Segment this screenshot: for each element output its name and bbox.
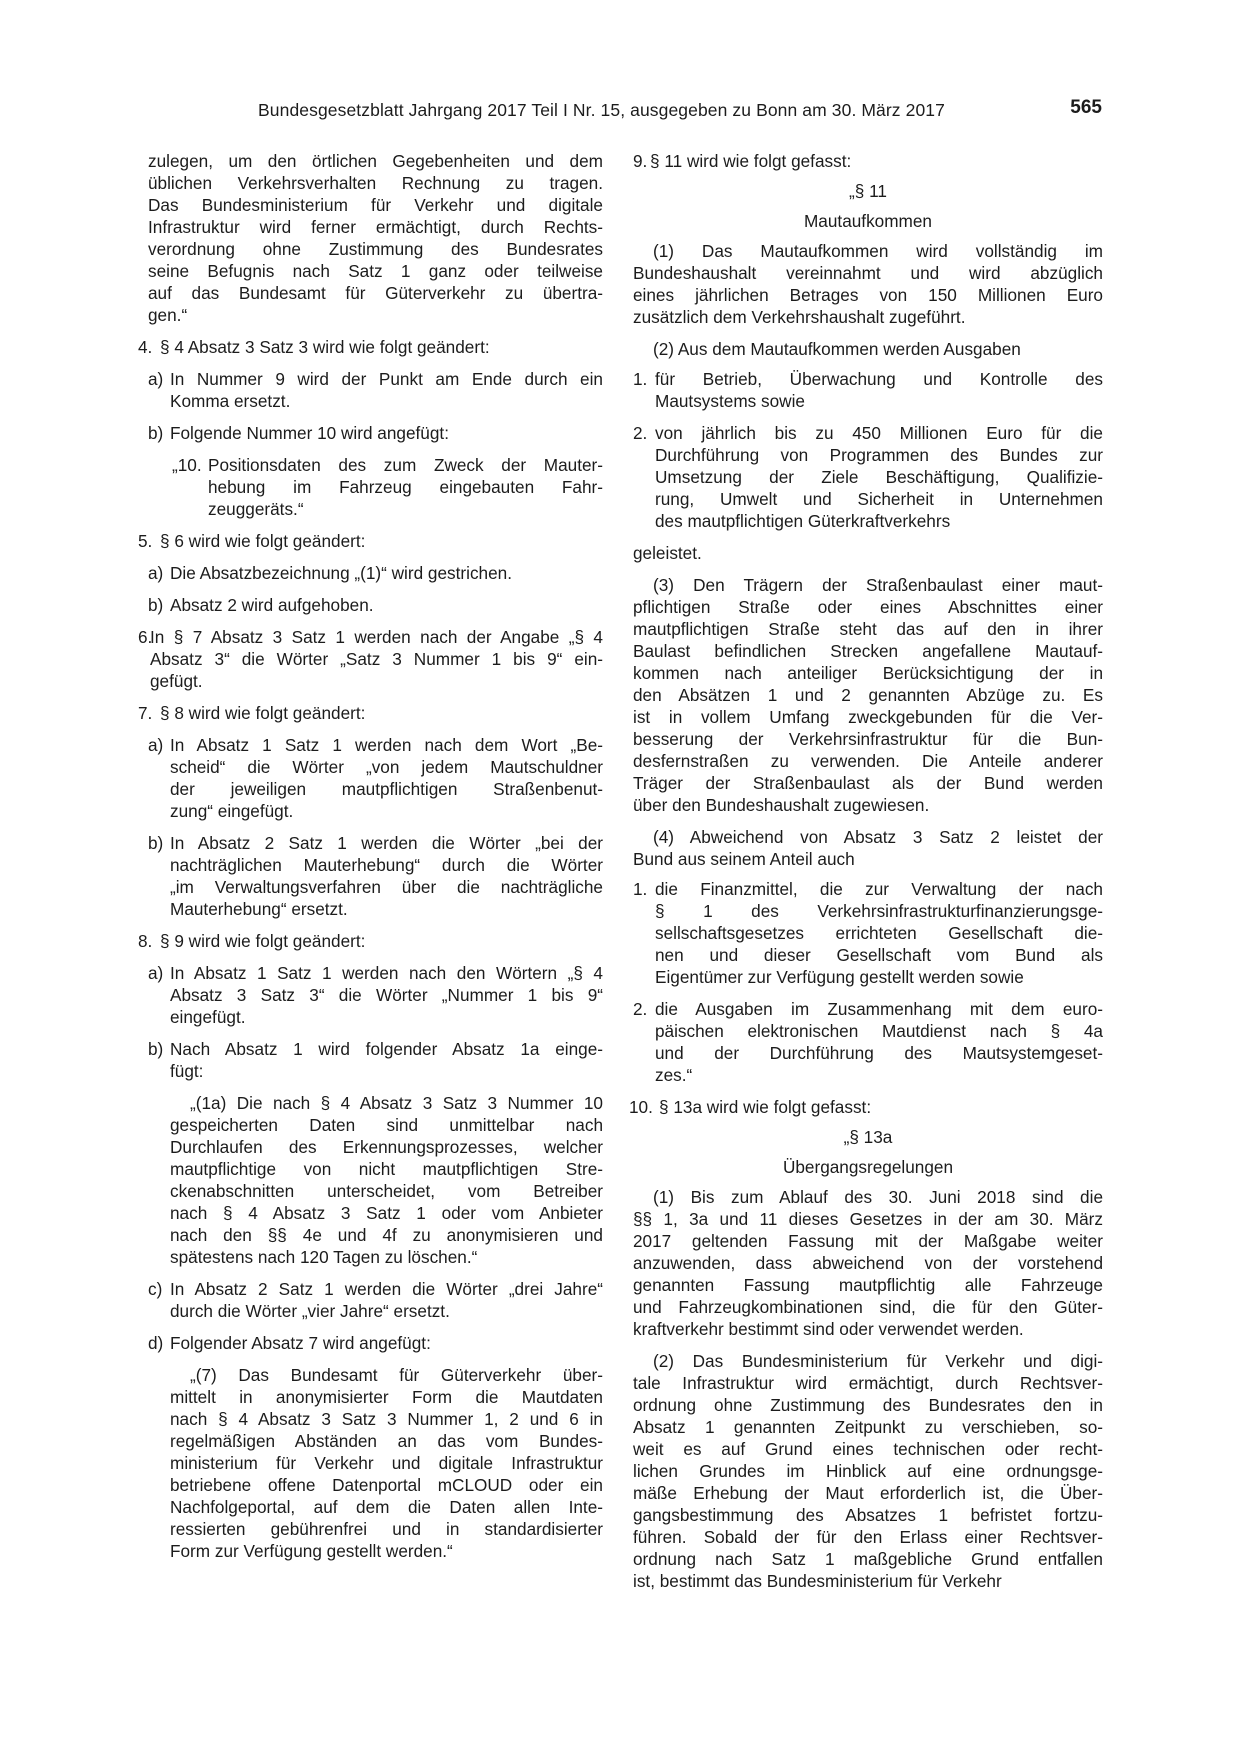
section-11-paragraph-1-line: (1) Das Mautaufkommen wird vollständig im	[653, 241, 1103, 261]
section-11-paragraph-2	[633, 338, 1103, 360]
quoted-number-10-line: zeuggeräts.“	[208, 499, 304, 519]
left-column	[138, 150, 603, 1562]
quoted-paragraph-1a-line: gespeicherten Daten sind unmittelbar nach	[170, 1115, 603, 1135]
continuation-paragraph-line: gen.“	[148, 305, 188, 325]
sub-item-8b	[148, 1038, 603, 1082]
continuation-paragraph-line: auf das Bundesamt für Güterverkehr zu übertra-	[148, 283, 603, 303]
quoted-paragraph-7-line: regelmäßigen Abständen an das vom Bundes-	[170, 1431, 603, 1451]
section-11-paragraph-3-line: ist in vollem Umfang zweckgebunden für die Ver-	[633, 707, 1103, 727]
amendment-item-6-line: gefügt.	[150, 671, 203, 691]
sub-item-8d-number: d)	[148, 1333, 164, 1353]
section-11-paragraph-1-line: eines jährlichen Betrages von 150 Millionen Euro	[633, 285, 1103, 305]
section-11-paragraph-3-line: kommen nach anteiliger Berücksichtigung der in	[633, 663, 1103, 683]
sub-item-8b-number: b)	[148, 1039, 164, 1059]
sub-item-4b-number: b)	[148, 423, 164, 443]
quoted-paragraph-7-line: mittelt in anonymisierter Form die Mautdaten	[170, 1387, 603, 1407]
sub-item-8c-line: durch die Wörter „vier Jahre“ ersetzt.	[170, 1301, 450, 1321]
sub-item-5a	[148, 562, 603, 584]
header-title: Bundesgesetzblatt Jahrgang 2017 Teil I Nr. 15, ausgegeben zu Bonn am 30. März 2017	[258, 100, 945, 120]
amendment-item-5-text: § 6 wird wie folgt geändert:	[160, 531, 366, 551]
section-13a-paragraph-1-line: und Fahrzeugkombinationen sind, die für den Güter-	[633, 1297, 1103, 1317]
section-13a-paragraph-2-line: mäße Erhebung der Maut erforderlich ist, die Über-	[633, 1483, 1103, 1503]
sub-item-7b-number: b)	[148, 833, 164, 853]
section-11-p4-item-2-line: päischen elektronischen Mautdienst nach § 4a	[655, 1021, 1103, 1041]
quoted-paragraph-1a-line: „(1a) Die nach § 4 Absatz 3 Satz 3 Nummer 10	[190, 1093, 603, 1113]
section-11-paragraph-1	[633, 240, 1103, 328]
quoted-paragraph-1a-line: nach § 4 Absatz 3 Satz 1 oder vom Anbieter	[170, 1203, 603, 1223]
sub-item-7b-line: nachträglichen Mauterhebung“ durch die Wörter	[170, 855, 603, 875]
amendment-item-9-number: 9.	[633, 151, 648, 171]
section-11-p4-item-2-line: zes.“	[655, 1065, 693, 1085]
section-13a-paragraph-1-line: genannten Fassung mautpflichtig alle Fahrzeuge	[633, 1275, 1103, 1295]
amendment-item-6-line: Absatz 3“ die Wörter „Satz 3 Nummer 1 bis 9“ ein-	[150, 649, 603, 669]
amendment-item-4	[138, 336, 603, 358]
section-11-p2-end-text: geleistet.	[633, 543, 702, 563]
sub-item-8a-line: In Absatz 1 Satz 1 werden nach den Wörtern „§ 4	[170, 963, 603, 983]
section-11-p4-item-1	[633, 878, 1103, 988]
amendment-item-10-text: § 13a wird wie folgt gefasst:	[659, 1097, 872, 1117]
section-11-p2-item-2-line: des mautpflichtigen Güterkraftverkehrs	[655, 511, 951, 531]
section-13a-title-text: Übergangsregelungen	[782, 1157, 954, 1177]
sub-item-4a-number: a)	[148, 369, 164, 389]
sub-item-7a-line: scheid“ die Wörter „von jedem Mautschuldner	[170, 757, 603, 777]
section-11-heading-text: „§ 11	[849, 181, 887, 201]
amendment-item-10-number: 10.	[629, 1097, 653, 1117]
sub-item-4a-line: Komma ersetzt.	[170, 391, 291, 411]
section-11-p4-item-2-line: die Ausgaben im Zusammenhang mit dem euro-	[655, 999, 1103, 1019]
quoted-paragraph-7-line: ressierten gebührenfrei und in standardisierter	[170, 1519, 603, 1539]
section-13a-title	[633, 1156, 1103, 1178]
amendment-item-9	[633, 150, 1103, 172]
quoted-paragraph-1a-line: Durchlaufen des Erkennungsprozesses, welcher	[170, 1137, 603, 1157]
sub-item-8a-line: eingefügt.	[170, 1007, 246, 1027]
continuation-paragraph	[148, 150, 603, 326]
quoted-paragraph-7-line: ministerium für Verkehr und digitale Infrastruktur	[170, 1453, 603, 1473]
continuation-paragraph-line: Das Bundesministerium für Verkehr und digitale	[148, 195, 603, 215]
section-13a-paragraph-2	[633, 1350, 1103, 1592]
amendment-item-7	[138, 702, 603, 724]
sub-item-7b	[148, 832, 603, 920]
section-13a-paragraph-2-line: ist, bestimmt das Bundesministerium für Verkehr	[633, 1571, 1002, 1591]
page-number: 565	[1070, 97, 1102, 118]
section-11-p2-item-1	[633, 368, 1103, 412]
quoted-number-10	[172, 454, 603, 520]
continuation-paragraph-line: zulegen, um den örtlichen Gegebenheiten und dem	[148, 151, 603, 171]
section-11-paragraph-3-line: pflichtigen Straße oder eines Abschnittes einer	[633, 597, 1103, 617]
section-13a-paragraph-1-line: (1) Bis zum Ablauf des 30. Juni 2018 sind die	[653, 1187, 1103, 1207]
sub-item-4b	[148, 422, 603, 444]
sub-item-7a-number: a)	[148, 735, 164, 755]
section-11-paragraph-4	[633, 826, 1103, 870]
section-13a-paragraph-1-line: §§ 1, 3a und 11 dieses Gesetzes in der am 30. März	[633, 1209, 1103, 1229]
amendment-item-7-text: § 8 wird wie folgt geändert:	[160, 703, 366, 723]
continuation-paragraph-line: üblichen Verkehrsverhalten Rechnung zu tragen.	[148, 173, 603, 193]
quoted-paragraph-1a-line: spätestens nach 120 Tagen zu löschen.“	[170, 1247, 478, 1267]
quoted-paragraph-7	[170, 1364, 603, 1562]
section-11-paragraph-3	[633, 574, 1103, 816]
sub-item-8c	[148, 1278, 603, 1322]
sub-item-5b-text: Absatz 2 wird aufgehoben.	[170, 595, 374, 615]
quoted-paragraph-1a-line: nach den §§ 4e und 4f zu anonymisieren und	[170, 1225, 603, 1245]
section-13a-paragraph-2-line: weit es auf Grund eines technischen oder recht-	[633, 1439, 1103, 1459]
section-13a-paragraph-2-line: gangsbestimmung des Absatzes 1 befristet fortzu-	[633, 1505, 1103, 1525]
continuation-paragraph-line: seine Befugnis nach Satz 1 ganz oder teilweise	[148, 261, 603, 281]
quoted-number-10-line: hebung im Fahrzeug eingebauten Fahr-	[208, 477, 603, 497]
section-11-p4-item-1-line: sellschaftsgesetzes errichteten Gesellschaft die-	[655, 923, 1103, 943]
section-11-paragraph-3-line: Baulast befindlichen Strecken angefallene Mautauf-	[633, 641, 1103, 661]
section-13a-paragraph-2-line: lichen Grundes im Hinblick auf eine ordnungsge-	[633, 1461, 1103, 1481]
sub-item-8b-line: fügt:	[170, 1061, 204, 1081]
section-11-p4-item-2-number: 2.	[633, 999, 648, 1019]
sub-item-5a-number: a)	[148, 563, 164, 583]
section-13a-paragraph-1-line: anzuwenden, dass abweichend von der vorstehend	[633, 1253, 1103, 1273]
section-13a-paragraph-1	[633, 1186, 1103, 1340]
amendment-item-5-number: 5.	[138, 531, 153, 551]
section-13a-paragraph-1-line: kraftverkehr bestimmt sind oder verwendet werden.	[633, 1319, 1024, 1339]
section-11-p2-item-2-line: rung, Umwelt und Sicherheit in Unternehmen	[655, 489, 1103, 509]
sub-item-5b	[148, 594, 603, 616]
section-11-paragraph-4-line: Bund aus seinem Anteil auch	[633, 849, 855, 869]
section-11-paragraph-3-line: über den Bundeshaushalt zugewiesen.	[633, 795, 930, 815]
quoted-paragraph-7-line: Form zur Verfügung gestellt werden.“	[170, 1541, 453, 1561]
section-11-p2-end	[633, 542, 1103, 564]
amendment-item-7-number: 7.	[138, 703, 153, 723]
sub-item-7a-line: zung“ eingefügt.	[170, 801, 294, 821]
section-11-p2-item-2-line: von jährlich bis zu 450 Millionen Euro für die	[655, 423, 1103, 443]
sub-item-8c-number: c)	[148, 1279, 163, 1299]
amendment-item-6-number: 6.	[138, 627, 153, 647]
sub-item-7a-line: der jeweiligen mautpflichtigen Straßenbenut-	[170, 779, 603, 799]
section-11-paragraph-4-line: (4) Abweichend von Absatz 3 Satz 2 leistet der	[653, 827, 1103, 847]
sub-item-4b-text: Folgende Nummer 10 wird angefügt:	[170, 423, 449, 443]
sub-item-7b-line: Mauterhebung“ ersetzt.	[170, 899, 348, 919]
quoted-paragraph-7-line: „(7) Das Bundesamt für Güterverkehr über-	[190, 1365, 603, 1385]
section-11-p2-item-2-number: 2.	[633, 423, 648, 443]
section-11-p2-item-1-line: Mautsystems sowie	[655, 391, 805, 411]
sub-item-8b-line: Nach Absatz 1 wird folgender Absatz 1a einge-	[170, 1039, 603, 1059]
amendment-item-5	[138, 530, 603, 552]
amendment-item-4-number: 4.	[138, 337, 153, 357]
sub-item-7b-line: In Absatz 2 Satz 1 werden die Wörter „bei der	[170, 833, 603, 853]
sub-item-8a-line: Absatz 3 Satz 3“ die Wörter „Nummer 1 bis 9“	[170, 985, 603, 1005]
sub-item-5b-number: b)	[148, 595, 164, 615]
section-13a-paragraph-1-line: 2017 geltenden Fassung mit der Maßgabe weiter	[633, 1231, 1103, 1251]
section-11-title	[633, 210, 1103, 232]
section-11-paragraph-1-line: zusätzlich dem Verkehrshaushalt zugeführt.	[633, 307, 966, 327]
section-11-p4-item-2	[633, 998, 1103, 1086]
section-11-p2-item-1-line: für Betrieb, Überwachung und Kontrolle des	[655, 369, 1103, 389]
section-11-paragraph-3-line: desfernstraßen zu verwenden. Die Anteile anderer	[633, 751, 1103, 771]
section-11-heading	[633, 180, 1103, 202]
sub-item-8a-number: a)	[148, 963, 164, 983]
section-11-p2-item-2	[633, 422, 1103, 532]
section-11-paragraph-3-line: den Absätzen 1 und 2 genannten Abzüge zu. Es	[633, 685, 1103, 705]
amendment-item-8-text: § 9 wird wie folgt geändert:	[160, 931, 366, 951]
section-11-paragraph-3-line: mautpflichtigen Straße steht das auf den in ihrer	[633, 619, 1103, 639]
section-13a-heading	[633, 1126, 1103, 1148]
section-11-paragraph-3-line: besserung der Verkehrsinfrastruktur für die Bun-	[633, 729, 1103, 749]
amendment-item-8	[138, 930, 603, 952]
section-11-p4-item-1-line: die Finanzmittel, die zur Verwaltung der nach	[655, 879, 1103, 899]
section-11-p4-item-1-line: § 1 des Verkehrsinfrastrukturfinanzierungsge-	[655, 901, 1103, 921]
quoted-paragraph-1a	[170, 1092, 603, 1268]
quoted-paragraph-7-line: Nachfolgeportal, auf dem die Daten allen Inte-	[170, 1497, 603, 1517]
section-11-p2-item-2-line: Umsetzung der Ziele Beschäftigung, Qualifizie-	[655, 467, 1103, 487]
quoted-paragraph-1a-line: ckenabschnitten unterscheidet, vom Betreiber	[170, 1181, 603, 1201]
amendment-item-9-text: § 11 wird wie folgt gefasst:	[650, 151, 852, 171]
quoted-paragraph-1a-line: mautpflichtige von nicht mautpflichtigen Stre-	[170, 1159, 603, 1179]
amendment-item-4-text: § 4 Absatz 3 Satz 3 wird wie folgt geändert:	[160, 337, 490, 357]
section-13a-heading-text: „§ 13a	[843, 1127, 893, 1147]
sub-item-7a	[148, 734, 603, 822]
page-header	[258, 99, 1102, 125]
amendment-item-10	[629, 1096, 1103, 1118]
section-11-p4-item-2-line: und der Durchführung des Mautsystemgeset-	[655, 1043, 1103, 1063]
amendment-item-8-number: 8.	[138, 931, 153, 951]
right-column	[629, 150, 1103, 1592]
section-13a-paragraph-2-line: führen. Sobald der für den Erlass einer Rechtsver-	[633, 1527, 1103, 1547]
sub-item-4a-line: In Nummer 9 wird der Punkt am Ende durch ein	[170, 369, 603, 389]
section-13a-paragraph-2-line: Absatz 1 genannten Zeitpunkt zu verschieben, so-	[633, 1417, 1103, 1437]
continuation-paragraph-line: Infrastruktur wird ferner ermächtigt, durch Rechts-	[148, 217, 603, 237]
sub-item-8c-line: In Absatz 2 Satz 1 werden die Wörter „drei Jahre“	[170, 1279, 603, 1299]
sub-item-5a-text: Die Absatzbezeichnung „(1)“ wird gestrichen.	[170, 563, 513, 583]
section-11-paragraph-1-line: Bundeshaushalt vereinnahmt und wird abzüglich	[633, 263, 1103, 283]
section-11-p4-item-1-number: 1.	[633, 879, 648, 899]
section-13a-paragraph-2-line: ordnung ohne Zustimmung des Bundesrates den in	[633, 1395, 1103, 1415]
continuation-paragraph-line: verordnung ohne Zustimmung des Bundesrates	[148, 239, 603, 259]
sub-item-8d	[148, 1332, 603, 1354]
sub-item-4a	[148, 368, 603, 412]
quoted-number-10-line: Positionsdaten des zum Zweck der Mauter-	[208, 455, 603, 475]
section-11-p4-item-1-line: nen und dieser Gesellschaft vom Bund als	[655, 945, 1103, 965]
amendment-item-6-line: In § 7 Absatz 3 Satz 1 werden nach der Angabe „§ 4	[150, 627, 603, 647]
sub-item-8a	[148, 962, 603, 1028]
quoted-paragraph-7-line: nach § 4 Absatz 3 Satz 3 Nummer 1, 2 und 6 in	[170, 1409, 603, 1429]
section-11-paragraph-2-text: (2) Aus dem Mautaufkommen werden Ausgaben	[653, 339, 1021, 359]
section-13a-paragraph-2-line: ordnung nach Satz 1 maßgebliche Grund entfallen	[633, 1549, 1103, 1569]
quoted-paragraph-7-line: betriebene offene Datenportal mCLOUD oder ein	[170, 1475, 603, 1495]
section-11-p2-item-1-number: 1.	[633, 369, 648, 389]
section-11-p4-item-1-line: Eigentümer zur Verfügung gestellt werden sowie	[655, 967, 1024, 987]
section-11-paragraph-3-line: Träger der Straßenbaulast als der Bund werden	[633, 773, 1103, 793]
sub-item-8d-text: Folgender Absatz 7 wird angefügt:	[170, 1333, 431, 1353]
section-13a-paragraph-2-line: (2) Das Bundesministerium für Verkehr und digi-	[653, 1351, 1103, 1371]
section-11-p2-item-2-line: Durchführung von Programmen des Bundes zur	[655, 445, 1103, 465]
sub-item-7a-line: In Absatz 1 Satz 1 werden nach dem Wort „Be-	[170, 735, 603, 755]
sub-item-7b-line: „im Verwaltungsverfahren über die nachträgliche	[170, 877, 603, 897]
section-11-paragraph-3-line: (3) Den Trägern der Straßenbaulast einer maut-	[653, 575, 1103, 595]
amendment-item-6	[138, 626, 603, 692]
quoted-number-10-number: „10.	[172, 455, 202, 475]
section-11-title-text: Mautaufkommen	[803, 211, 932, 231]
section-13a-paragraph-2-line: tale Infrastruktur wird ermächtigt, durch Rechtsver-	[633, 1373, 1103, 1393]
